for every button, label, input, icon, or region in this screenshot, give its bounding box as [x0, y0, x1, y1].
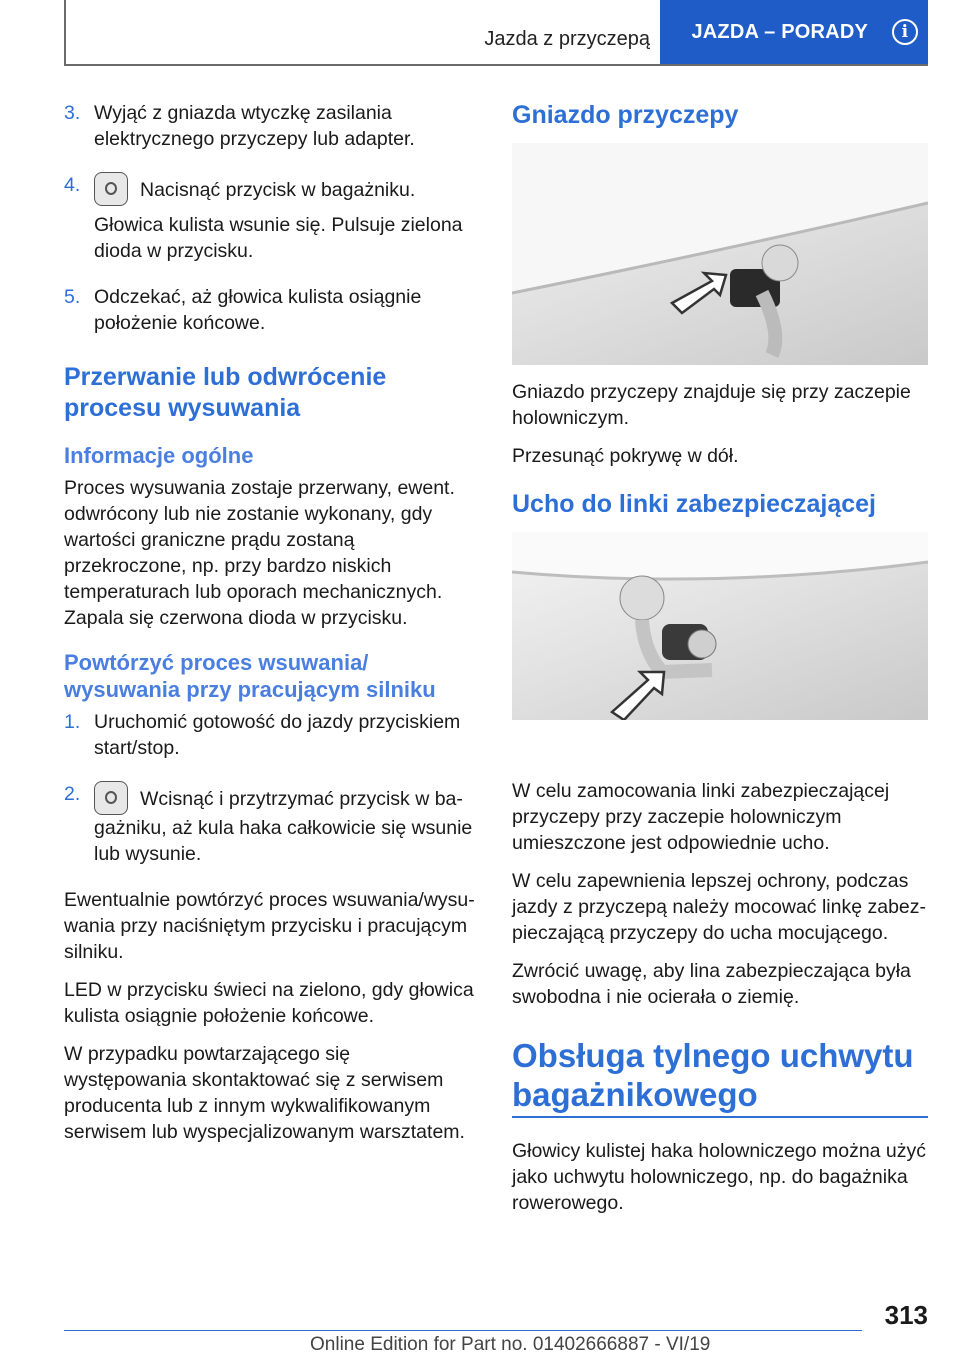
heading-repeat-process: Powtórzyć proces wsuwania/ wysuwania przy pracującym silniku — [64, 650, 436, 702]
paragraph-socket-cover: Przesunąć pokrywę w dół. — [512, 445, 739, 467]
paragraph-socket-location: Gniazdo przyczepy znajduje się przy zaczepie holowniczym. — [512, 381, 911, 429]
step-text: Wcisnąć i przytrzymać przycisk w bagażniku, aż kula haka całkowicie się wsunie lub wysunie. — [94, 788, 473, 865]
paragraph-general: Proces wysuwania zostaje przerwany, ewent. odwrócony lub nie zostanie wykonany, gdy wartości graniczne prądu zostaną przekroczone, np. przy bardzo niskich temperaturach lub oporach mechanicznych. Zapala się czerwona dioda w przycisku. — [64, 477, 455, 629]
paragraph-eye-caution: Zwrócić uwagę, aby lina zabezpieczająca była swobodna i nie ocierała o ziemię. — [512, 960, 911, 1008]
header-chapter-tab[interactable] — [660, 0, 928, 64]
step-text: Uruchomić gotowość do jazdy przyciskiem start/stop. — [94, 711, 461, 759]
heading-trailer-socket: Gniazdo przyczepy — [512, 101, 739, 129]
list-item — [64, 781, 478, 873]
right-column — [512, 100, 928, 1228]
info-icon[interactable]: i — [892, 19, 918, 45]
trailer-hitch-button-icon — [94, 781, 128, 815]
page-number: 313 — [884, 1300, 928, 1330]
list-item — [64, 172, 478, 270]
step-line — [94, 781, 478, 867]
page-header — [64, 0, 928, 66]
step-number: 2. — [64, 783, 81, 805]
list-item — [64, 284, 478, 342]
heading-rule — [512, 1116, 928, 1118]
list-item — [64, 100, 478, 158]
paragraph-service: W przypadku powtarzającego się występowania skontaktować się z serwisem producenta lub z innym wykwalifikowanym serwisem lub wyspecjalizowanym warsztatem. — [64, 1043, 465, 1143]
step-text: Nacisnąć przycisk w bagażniku. — [140, 179, 416, 201]
paragraph-repeat: Ewentualnie powtórzyć proces wsuwania/wysuwania przy naciśniętym przycisku i pracującym silniku. — [64, 889, 475, 963]
paragraph-led: LED w przycisku świeci na zielono, gdy głowica kulista osiągnie położenie końcowe. — [64, 979, 474, 1027]
header-section-title: Jazda z przyczepą — [484, 28, 650, 50]
safety-eye-image — [512, 532, 928, 720]
header-chapter-label: JAZDA – PORADY — [691, 20, 868, 43]
step-subtext: Głowica kulista wsunie się. Pulsuje zielona dioda w przycisku. — [94, 214, 463, 262]
paragraph-eye-purpose: W celu zamocowania linki zabezpieczającej przyczepy przy zaczepie holowniczym umieszczone jest odpowiednie ucho. — [512, 780, 890, 854]
paragraph-rack: Głowicy kulistej haka holowniczego można użyć jako uchwytu holowniczego, np. do bagażnika rowerowego. — [512, 1140, 927, 1214]
list-item — [64, 709, 478, 767]
footer-edition: Online Edition for Part no. 01402666887 - VI/19 — [310, 1334, 711, 1355]
trailer-socket-image — [512, 143, 928, 365]
step-number: 4. — [64, 174, 81, 196]
heading-rear-rack: Obsługa tylnego uchwytu bagażnikowego — [512, 1037, 914, 1113]
footer-divider — [64, 1330, 862, 1331]
heading-general-info: Informacje ogólne — [64, 443, 254, 468]
trailer-hitch-button-icon — [94, 172, 128, 206]
step-number: 3. — [64, 102, 81, 124]
step-number: 5. — [64, 286, 81, 308]
heading-interrupt: Przerwanie lub odwrócenie procesu wysuwania — [64, 363, 387, 422]
step-line — [94, 172, 478, 206]
left-column — [64, 100, 478, 1157]
step-text: Odczekać, aż głowica kulista osiągnie położenie końcowe. — [94, 286, 422, 334]
step-text: Wyjąć z gniazda wtyczkę zasilania elektrycznego przyczepy lub adapter. — [94, 102, 415, 150]
paragraph-eye-usage: W celu zapewnienia lepszej ochrony, podczas jazdy z przyczepą należy mocować linkę zabezpieczającą przyczepy do ucha mocującego. — [512, 870, 927, 944]
heading-safety-eye: Ucho do linki zabezpieczającej — [512, 490, 877, 518]
step-number: 1. — [64, 711, 81, 733]
